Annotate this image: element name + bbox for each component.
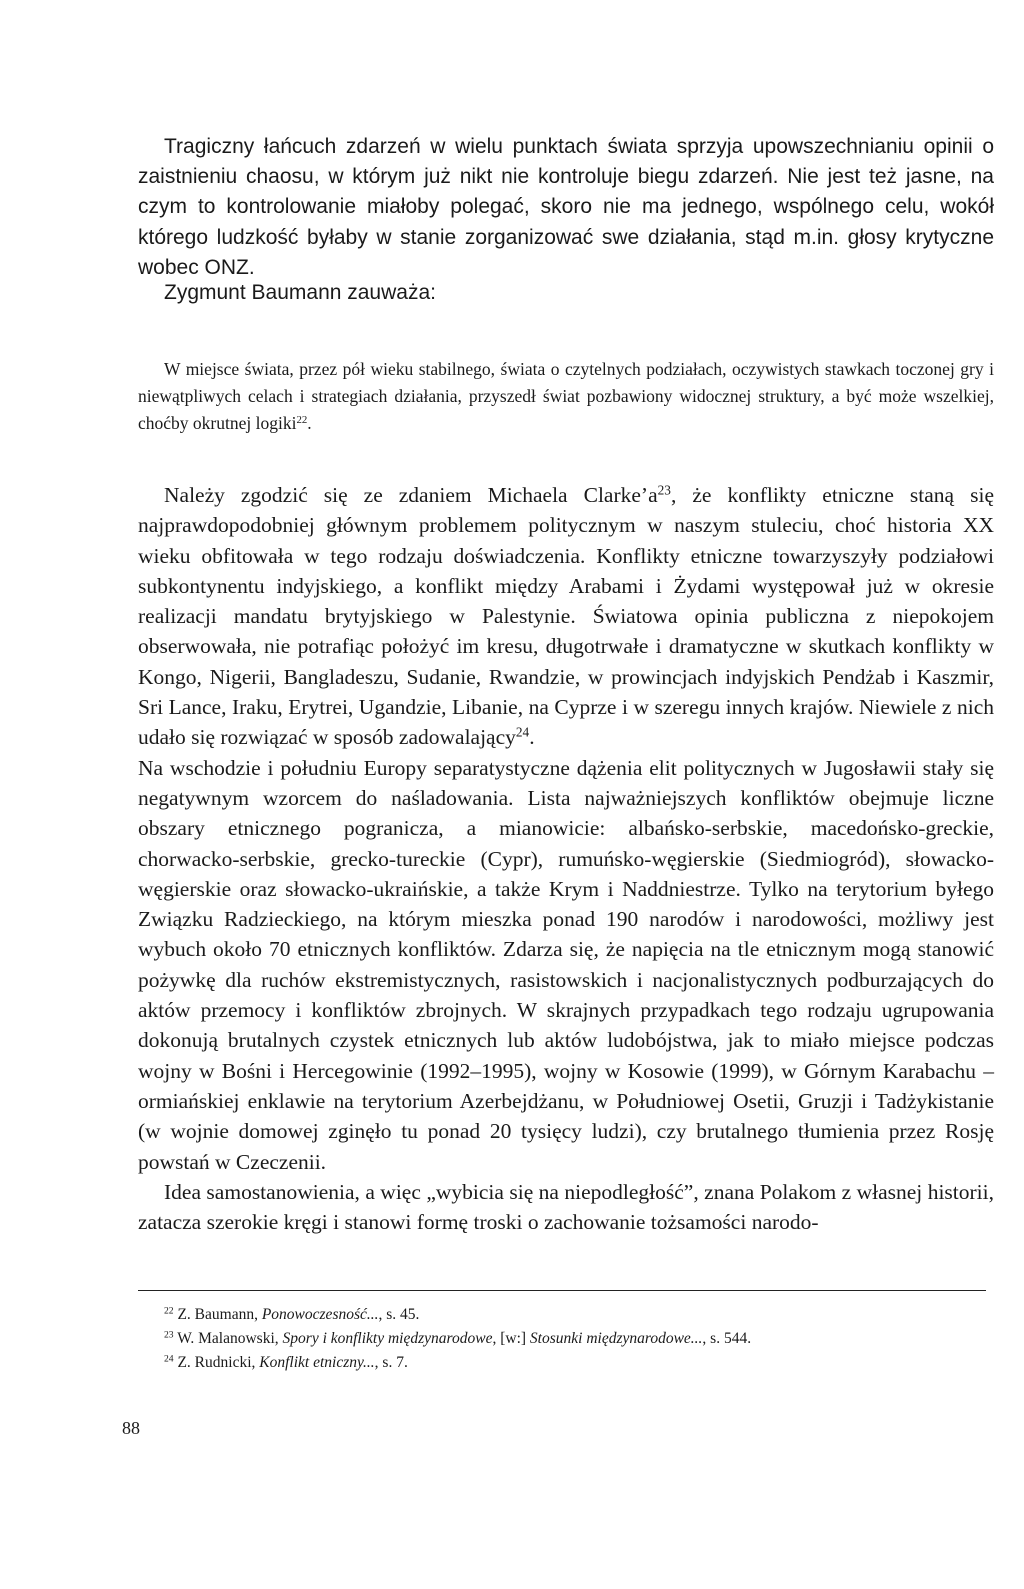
paragraph-intro-text: Tragiczny łańcuch zdarzeń w wielu punktach świata sprzyja upowszechnianiu opinii o zaistnieniu chaosu, w którym już nikt nie kontroluje biegu zdarzeń. Nie jest też jasne, na czym to kontrolowanie miałoby polegać, skoro nie ma jednego, wspólnego celu, wokół którego ludzkość byłaby w stanie zorganizować swe działania, stąd m.in. głosy krytyczne wobec ONZ. (138, 135, 994, 279)
footnotes (164, 1303, 984, 1375)
block-quote: W miejsce świata, przez pół wieku stabilnego, świata o czytelnych podziałach, oczywistych stawkach toczonej gry i niewątpliwych celach i strategiach działania, przyszedł świat pozbawiony widocznej struktury, a być może wszelkiej, choćby okrutnej logiki$^{22}$. (138, 359, 994, 434)
footnote-22: $^{22}$ Z. Baumann, Ponowoczesność..., s. 45. (164, 1305, 420, 1323)
footnote-ref-22[interactable]: 22 (296, 414, 308, 427)
paragraph-quote-intro: Zygmunt Baumann zauważa: (164, 281, 436, 304)
main-body (138, 480, 994, 1237)
page-number: 88 (122, 1418, 140, 1438)
block-quote-text: W miejsce świata, przez pół wieku stabilnego, świata o czytelnych podziałach, oczywistych stawkach toczonej gry i niewątpliwych celach i strategiach działania, przyszedł świat pozbawiony widocznej struktury, a być może wszelkiej, choćby okrutnej logiki (138, 359, 994, 434)
footnote-ref-23[interactable]: 23 (657, 482, 671, 498)
body-paragraph-3: Idea samostanowienia, a więc „wybicia się na niepodległość”, znana Polakom z własnej historii, zatacza szerokie kręgi i stanowi formę troski o zachowanie tożsamości narodo- (138, 1179, 994, 1235)
footnote-ref-24[interactable]: 24 (515, 725, 530, 741)
footnote-separator (138, 1290, 986, 1291)
footnote-24: $^{24}$ Z. Rudnicki, Konflikt etniczny..., s. 7. (164, 1353, 408, 1371)
body-paragraph-1: Należy zgodzić się ze zdaniem Michaela $Clarke’a^{23}$, że konflikty etniczne staną się najprawdopodobniej głównym problemem politycznym w naszym stuleciu, choć historia XX wieku obfitowała w tego rodzaju doświadczenia. Konflikty etniczne towarzyszyły podziałowi subkontynentu indyjskiego, a konflikt między Arabami i Żydami występował już w okresie realizacji mandatu brytyjskiego w Palestynie. Światowa opinia publiczna z niepokojem obserwowała, nie potrafiąc położyć im kresu, długotrwałe i dramatyczne w skutkach konflikty w Kongo, Nigerii, Bangladeszu, Sudanie, Rwandzie, w prowincjach indyjskich Pendżab i Kaszmir, Sri Lance, Iraku, Erytrei, Ugandzie, Libanie, na Cyprze i w szeregu innych krajów. Niewiele z nich udało się rozwiązać w sposób zadowalający$^{24}$. (138, 482, 994, 750)
footnote-23: $^{23}$ W. Malanowski, Spory i konflikty międzynarodowe, [w:] Stosunki międzynarodowe..., s. 544. (164, 1329, 752, 1347)
body-paragraph-2: Na wschodzie i południu Europy separatystyczne dążenia elit politycznych w Jugosławii stały się negatywnym wzorcem do naśladowania. Lista najważniejszych konfliktów obejmuje liczne obszary etnicznego pogranicza, a mianowicie: albańsko-serbskie, macedońsko-greckie, chorwacko-serbskie, grecko-tureckie (Cypr), rumuńsko-węgierskie (Siedmiogród), słowacko-węgierskie oraz słowacko-ukraińskie, a także Krym i Naddniestrze. Tylko na terytorium byłego Związku Radzieckiego, na którym mieszka ponad 190 narodów i narodowości, możliwy jest wybuch około 70 etnicznych konfliktów. Zdarza się, że napięcia na tle etnicznym mogą stanowić pożywkę dla ruchów ekstremistycznych, rasistowskich i nacjonalistycznych podburzających do aktów przemocy i konfliktów zbrojnych. W skrajnych przypadkach tego rodzaju ugrupowania dokonują brutalnych czystek etnicznych lub aktów ludobójstwa, jak to miało miejsce podczas wojny w Bośni i Hercegowinie (1992–1995), wojny w Kosowie (1999), w Górnym Karabachu – ormiańskiej enklawie na terytorium Azerbejdżanu, w Południowej Osetii, Gruzji i Tadżykistanie (w wojnie domowej zginęło tu ponad 20 tysięcy ludzi), czy brutalnego tłumienia przez Rosję powstań w Czeczenii. (138, 755, 994, 1174)
paragraph-intro (138, 132, 994, 283)
